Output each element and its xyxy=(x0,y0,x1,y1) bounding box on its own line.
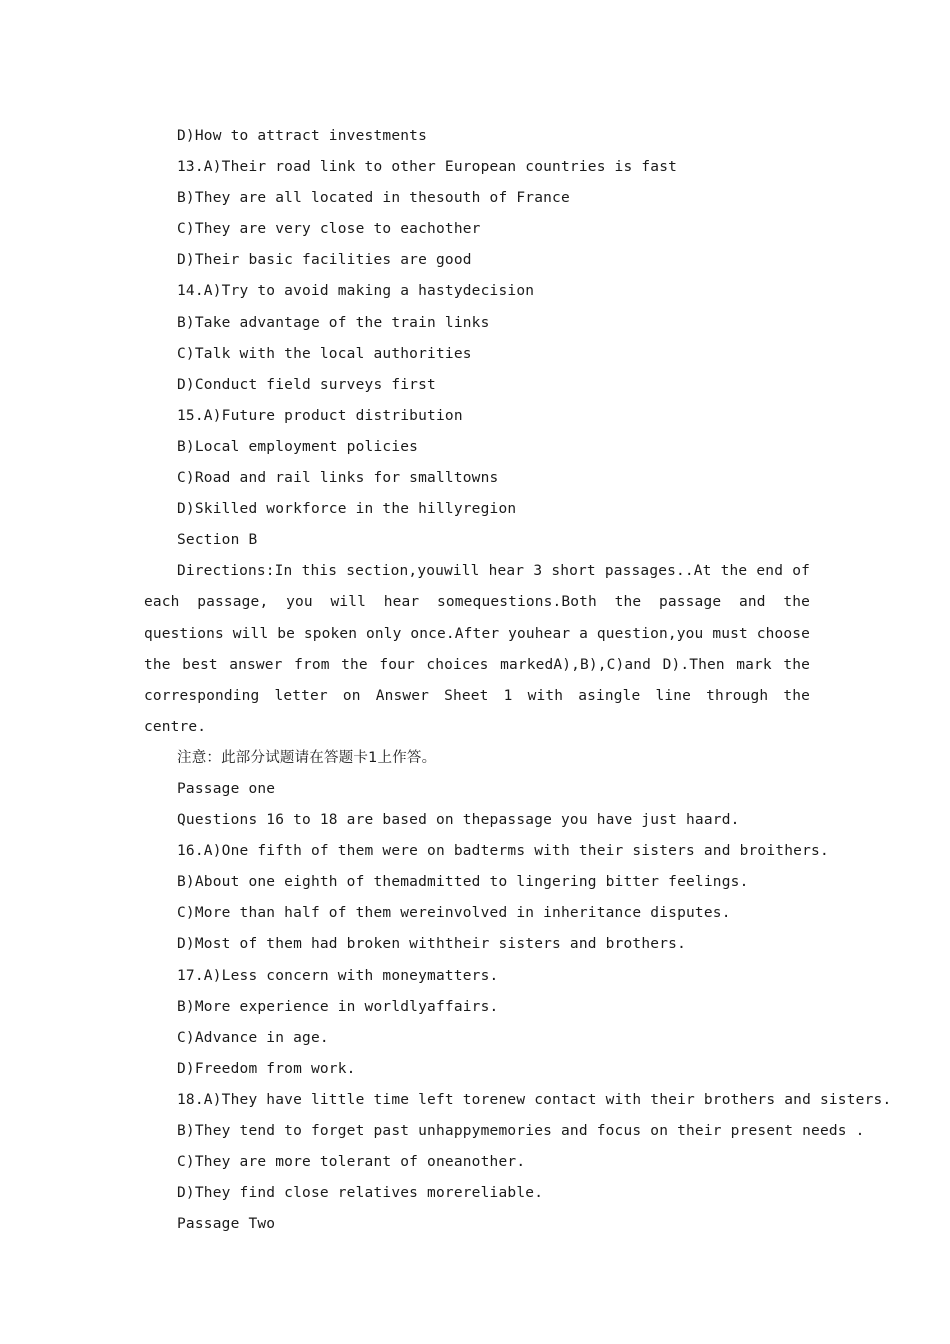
option-line: D)Skilled workforce in the hillyregion xyxy=(177,501,517,518)
option-line: B)They are all located in thesouth of France xyxy=(177,190,570,207)
option-line: B)About one eighth of themadmitted to lingering bitter feelings. xyxy=(177,874,749,891)
option-line: B)They tend to forget past unhappymemories and focus on their present needs . xyxy=(177,1123,865,1139)
option-line: C)They are more tolerant of oneanother. xyxy=(177,1154,526,1171)
question-line: 18.A)They have little time left torenew contact with their brothers and sisters. xyxy=(177,1091,892,1108)
option-line: C)Advance in age. xyxy=(177,1029,329,1046)
option-line: D)Conduct field surveys first xyxy=(177,376,436,393)
option-line: C)Talk with the local authorities xyxy=(177,345,472,362)
note-line: 注意：此部分试题请在答题卡1上作答。 xyxy=(177,749,437,766)
option-line: D)They find close relatives morereliable. xyxy=(177,1185,544,1202)
document-content xyxy=(144,121,892,1240)
question-line: 13.A)Their road link to other European countries is fast xyxy=(177,159,678,176)
passage-heading: Passage Two xyxy=(177,1216,276,1233)
option-line: D)Their basic facilities are good xyxy=(177,252,472,269)
question-line: 16.A)One fifth of them were on badterms with their sisters and broithers. xyxy=(177,843,829,860)
passage-heading: Passage one xyxy=(177,780,276,797)
option-line: D)Freedom from work. xyxy=(177,1060,356,1077)
question-line: 14.A)Try to avoid making a hastydecision xyxy=(177,283,535,300)
option-line: B)More experience in worldlyaffairs. xyxy=(177,998,499,1015)
option-line: C)More than half of them wereinvolved in inheritance disputes. xyxy=(177,905,731,922)
option-line: D)How to attract investments xyxy=(177,128,428,144)
option-line: B)Local employment policies xyxy=(177,438,419,455)
option-line: C)Road and rail links for smalltowns xyxy=(177,470,499,487)
question-line: 15.A)Future product distribution xyxy=(177,407,463,424)
question-line: 17.A)Less concern with moneymatters. xyxy=(177,967,499,984)
option-line: B)Take advantage of the train links xyxy=(177,314,490,331)
option-line: C)They are very close to eachother xyxy=(177,221,481,238)
directions-paragraph: Directions:In this section,youwill hear 3 short passages..At the end of each passage, you will hear somequestions.Both the passage and the questions will be spoken only once.After youhear a question,you must choose the best answer from the four choices markedA),B),C)and D).Then mark the corresponding letter on Answer Sheet 1 with asingle line through the centre. xyxy=(144,563,810,735)
section-heading: Section B xyxy=(177,532,258,549)
option-line: D)Most of them had broken withtheir sisters and brothers. xyxy=(177,936,686,953)
instruction-line: Questions 16 to 18 are based on thepassage you have just haard. xyxy=(177,812,740,829)
